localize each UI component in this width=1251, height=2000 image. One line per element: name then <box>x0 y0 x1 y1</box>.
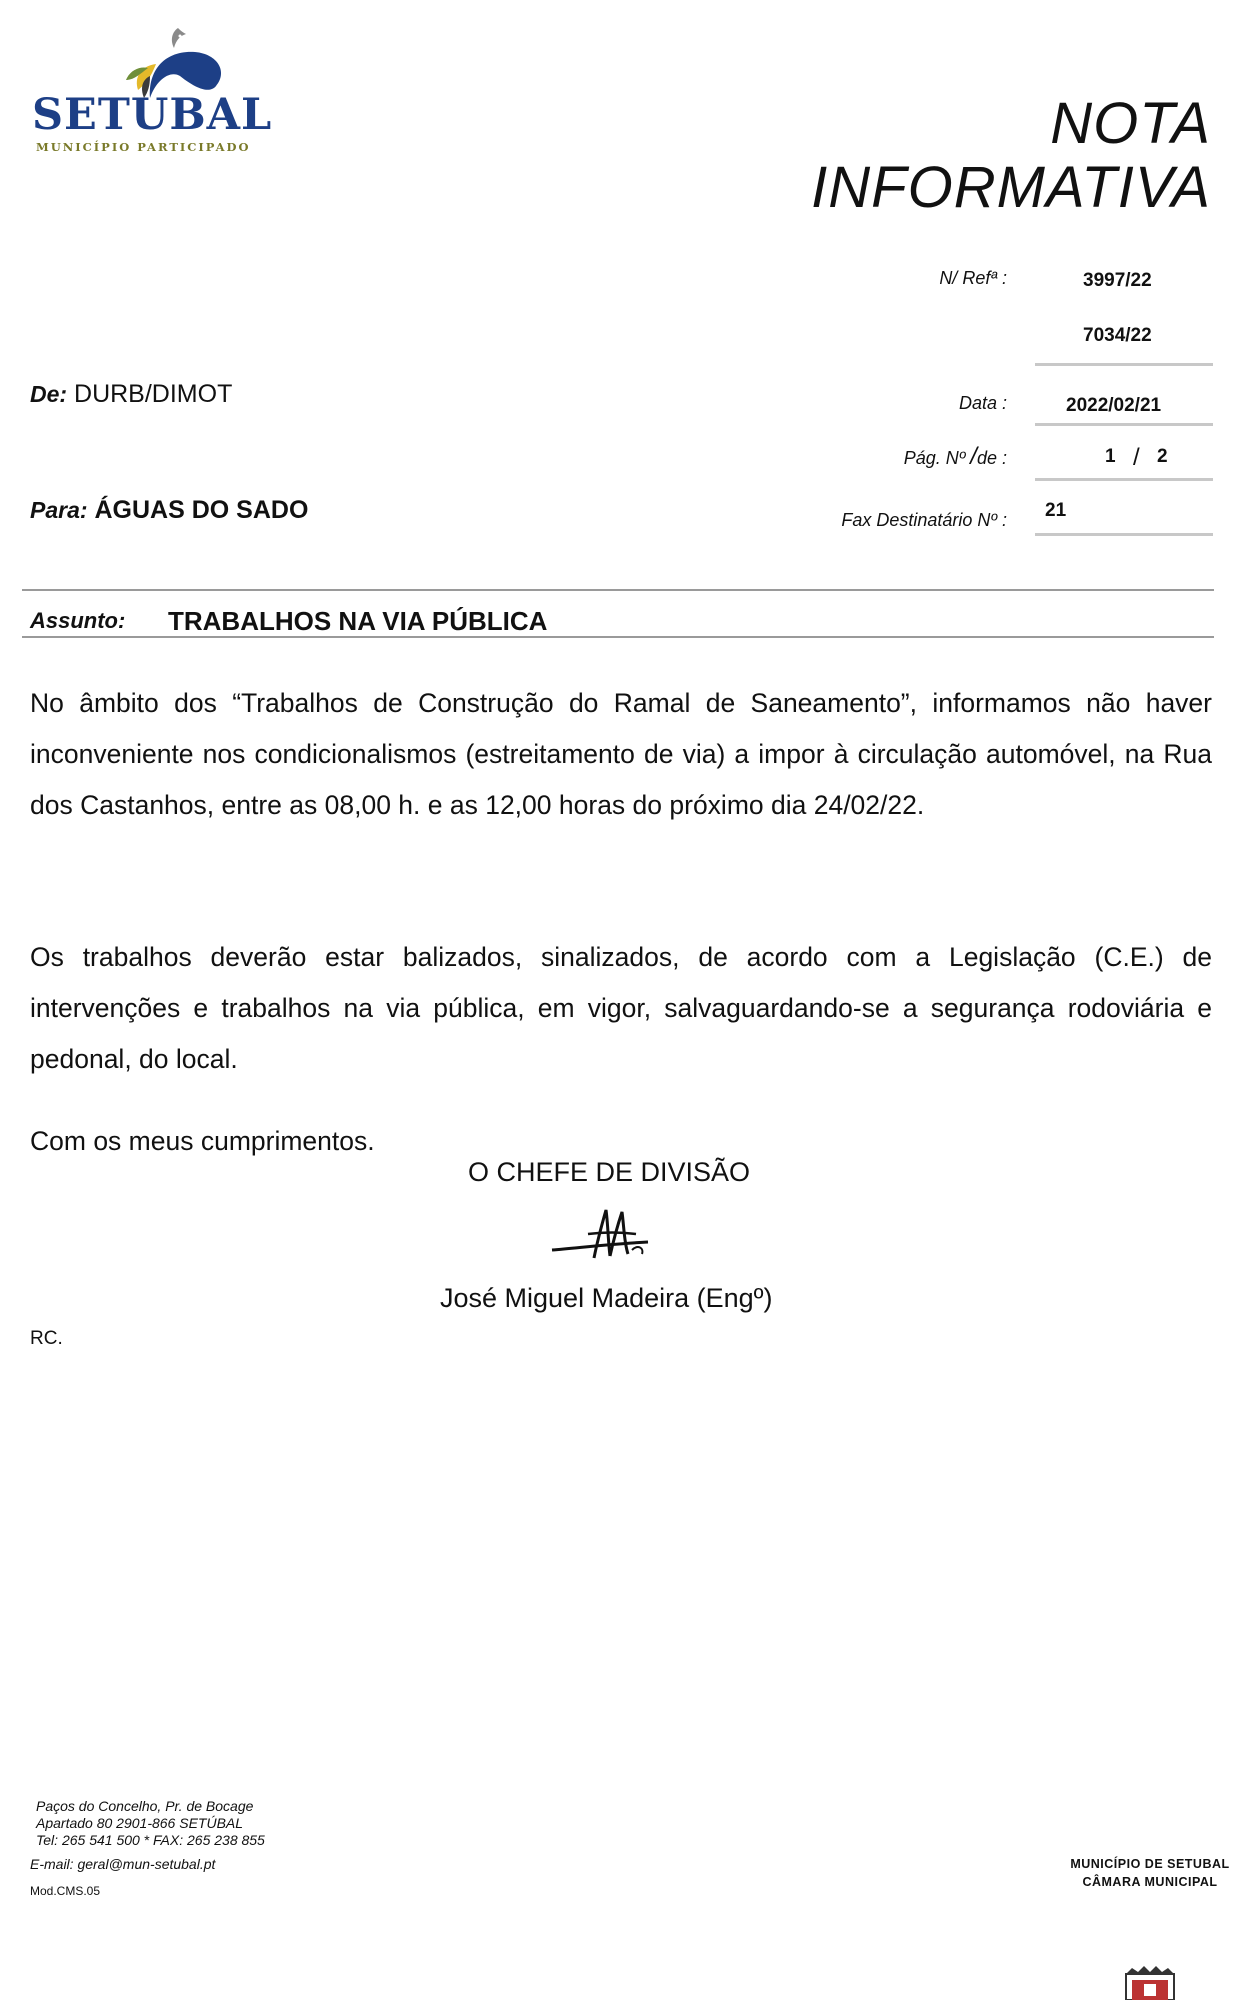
fax-label: Fax Destinatário Nº : <box>841 510 1007 530</box>
handwritten-signature-icon <box>548 1198 658 1268</box>
footer-line-3: Tel: 265 541 500 * FAX: 265 238 855 <box>36 1832 265 1848</box>
page-label-a: Pág. Nº <box>903 448 971 468</box>
signature-role: O CHEFE DE DIVISÃO <box>468 1157 751 1187</box>
page-underline <box>1035 478 1213 481</box>
footer-address <box>36 1798 265 1849</box>
logo-subtitle: MUNICÍPIO PARTICIPADO <box>36 140 251 154</box>
from-field <box>30 380 232 409</box>
municipal-coat-of-arms-icon <box>1118 1962 1180 2000</box>
ref-value-2: 7034/22 <box>1083 325 1152 346</box>
title-line-1: NOTA <box>1050 91 1211 156</box>
page-total: 2 <box>1157 446 1168 467</box>
to-value: ÁGUAS DO SADO <box>94 496 309 524</box>
body-paragraph-1: No âmbito dos “Trabalhos de Construção do Ramal de Saneamento”, informamos não haver inconveniente nos condicionalismos (estreitamento de via) a impor à circulação automóvel, na Rua dos Castanhos, entre as 08,00 h. e as 12,00 horas do próximo dia 24/02/22. <box>30 688 1212 820</box>
fax-value: 21 <box>1045 500 1067 521</box>
fax-underline <box>1035 533 1213 536</box>
date-value: 2022/02/21 <box>1066 395 1162 416</box>
from-value: DURB/DIMOT <box>74 380 233 408</box>
signatory-name: José Miguel Madeira (Engº) <box>440 1283 773 1313</box>
footer-line-1: Paços do Concelho, Pr. de Bocage <box>36 1798 254 1814</box>
subject-label: Assunto: <box>30 608 126 633</box>
footer-model: Mod.CMS.05 <box>30 1884 101 1898</box>
closing-text: Com os meus cumprimentos. <box>30 1126 375 1156</box>
page-label <box>904 443 1007 471</box>
ref-underline <box>1035 363 1213 366</box>
seal-chamber: CÂMARA MUNICIPAL <box>1082 1875 1218 1889</box>
ref-label: N/ Refª : <box>939 268 1007 288</box>
logo-wordmark: SETUBAL <box>32 90 273 140</box>
footer-email: E-mail: geral@mun-setubal.pt <box>30 1856 216 1872</box>
page-number: 1 <box>1105 446 1116 467</box>
ref-value-1: 3997/22 <box>1083 270 1152 291</box>
to-label: Para: <box>30 497 88 523</box>
title-line-2: INFORMATIVA <box>811 155 1211 220</box>
page-label-slash: / <box>970 443 977 470</box>
subject-bottom-rule <box>22 636 1214 638</box>
date-underline <box>1035 423 1213 426</box>
subject-top-rule <box>22 589 1214 591</box>
initials: RC. <box>30 1328 63 1349</box>
subject-value: TRABALHOS NA VIA PÚBLICA <box>168 606 548 636</box>
date-label: Data : <box>958 393 1007 413</box>
page-separator: / <box>1133 444 1140 471</box>
footer-line-2: Apartado 80 2901-866 SETÚBAL <box>36 1815 244 1831</box>
seal-municipality: MUNICÍPIO DE SETUBAL <box>1070 1857 1230 1871</box>
page-label-b: de : <box>976 448 1007 468</box>
to-field <box>30 496 308 525</box>
body-paragraph-2: Os trabalhos deverão estar balizados, sinalizados, de acordo com a Legislação (C.E.) de intervenções e trabalhos na via pública, em vigor, salvaguardando-se a segurança rodoviária e pedonal, do local. <box>30 942 1212 1074</box>
from-label: De: <box>30 381 68 407</box>
document-title <box>811 92 1211 220</box>
